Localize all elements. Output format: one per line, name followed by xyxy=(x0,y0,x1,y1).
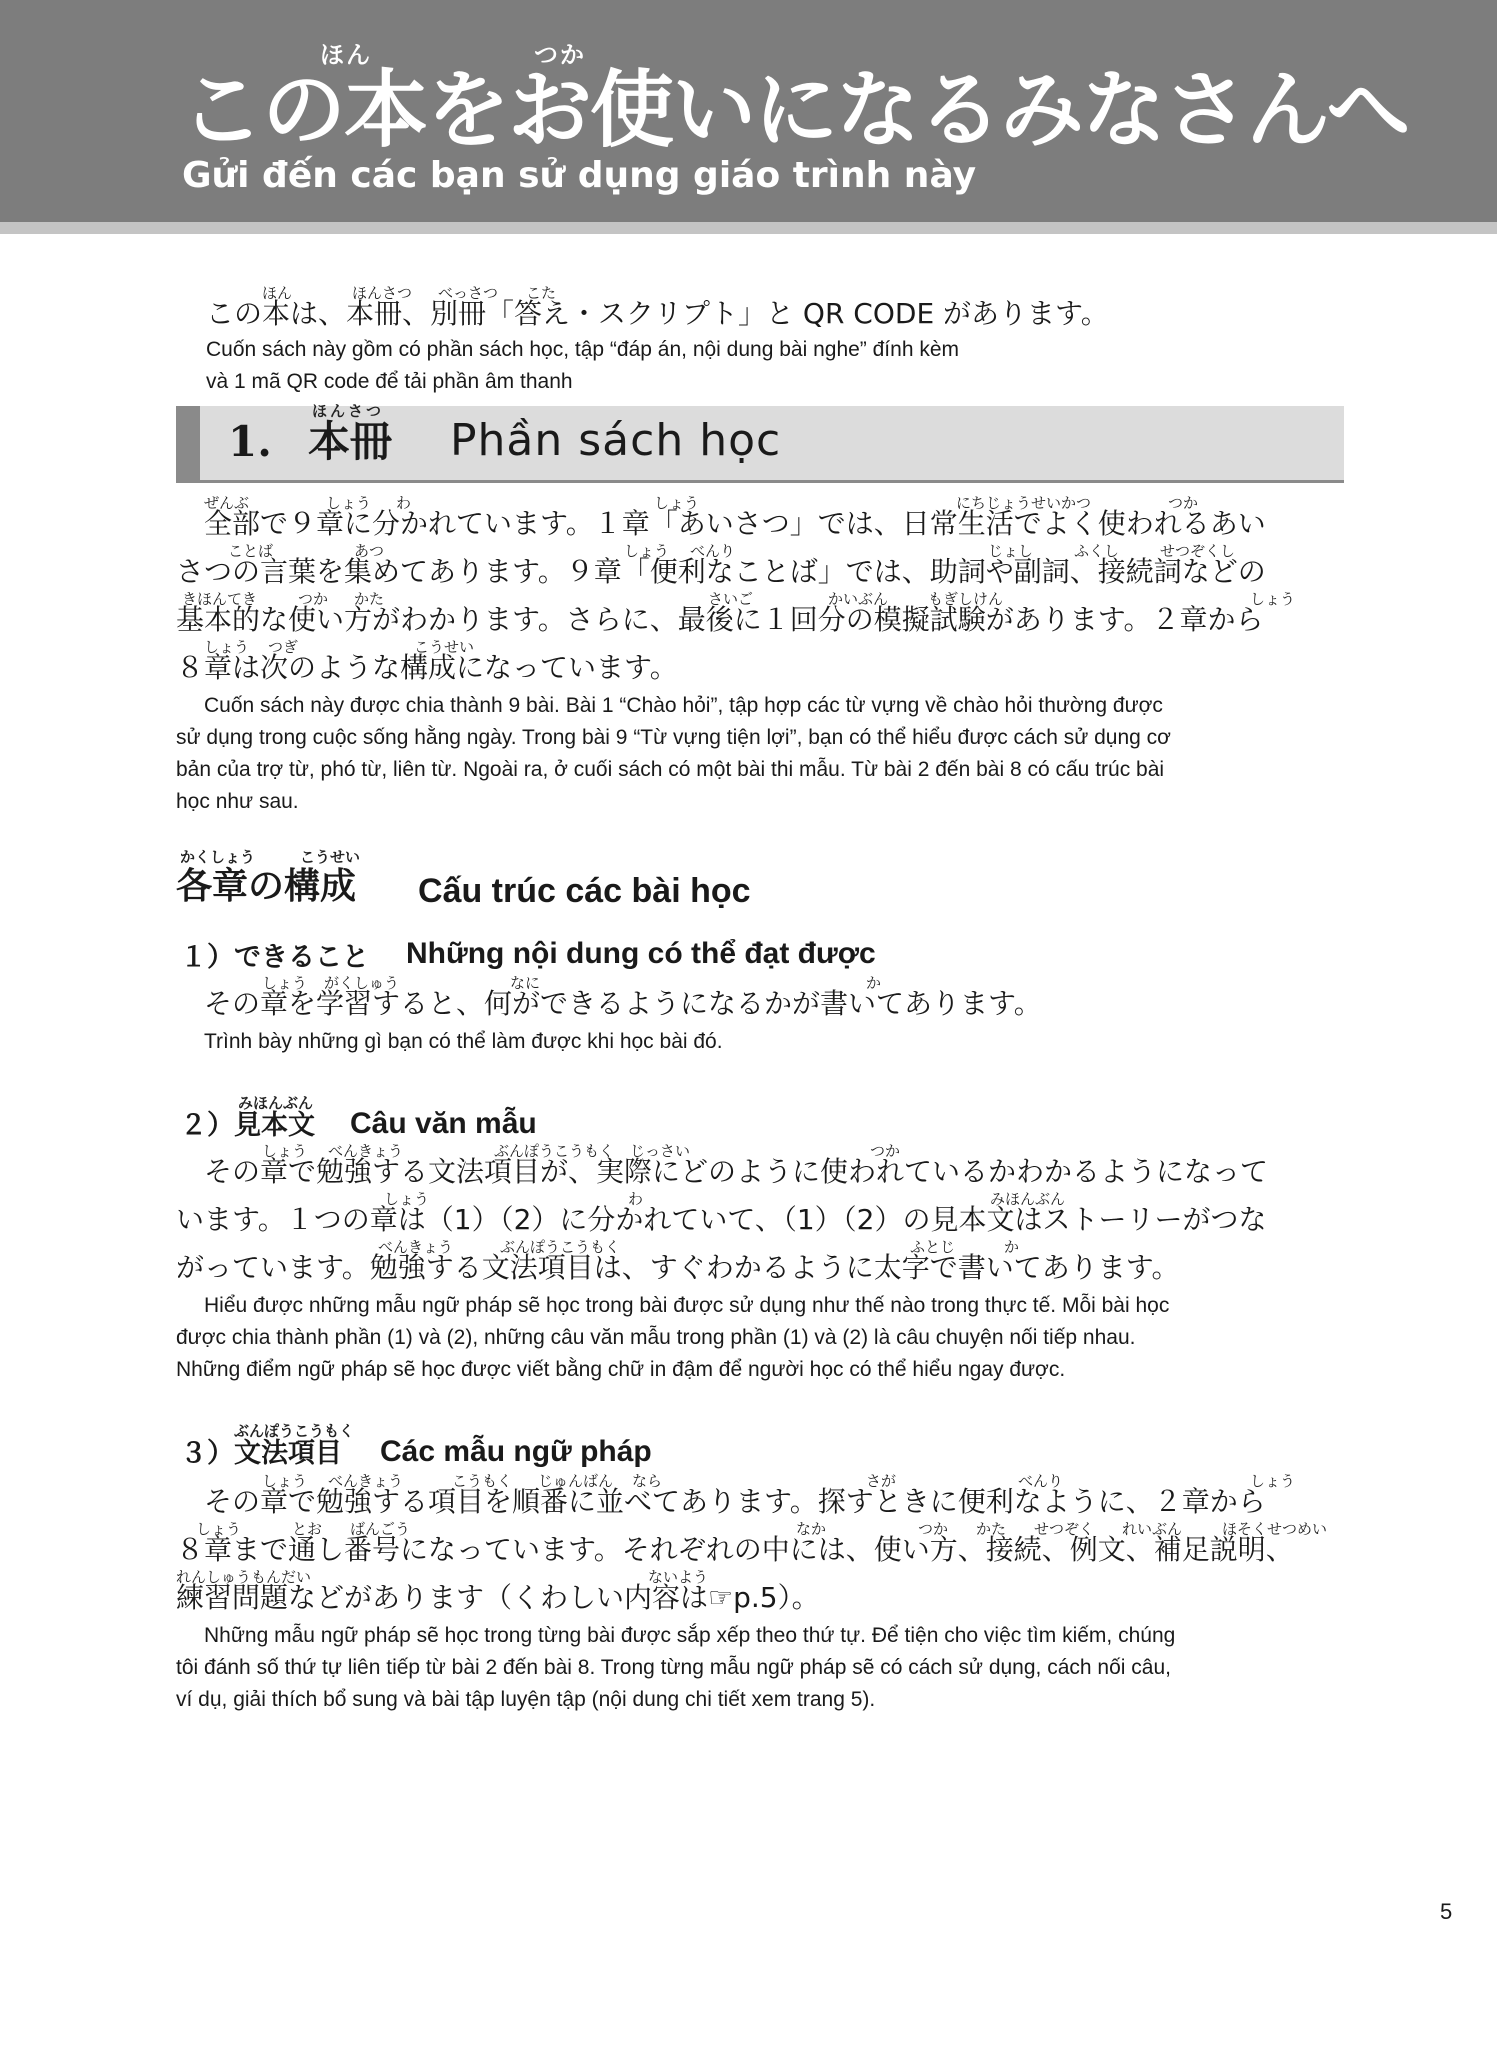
ruby: ほそくせつめい xyxy=(1222,1520,1328,1538)
ruby: かた xyxy=(354,590,385,608)
title-ruby-tsuka: つか xyxy=(534,41,586,69)
ruby: わ xyxy=(396,494,412,512)
item3-text-jp: その章で勉強する項目を順番に並べてあります。探すときに便利なように、２章から xyxy=(204,1485,1266,1518)
ruby: つか xyxy=(870,1142,901,1160)
item2-text-vn: Những điểm ngữ pháp sẽ học được viết bằng chữ in đậm để người học có thể hiểu ngay được. xyxy=(176,1358,1066,1381)
header-divider xyxy=(0,222,1497,234)
ruby: ことば xyxy=(228,542,274,560)
ruby: みほんぶん xyxy=(990,1190,1066,1208)
item3-text-jp: 練習問題などがあります（くわしい内容は☞p.5）。 xyxy=(176,1581,820,1614)
ruby: しょう xyxy=(262,1142,308,1160)
section1-text-vn: Cuốn sách này được chia thành 9 bài. Bài 1 “Chào hỏi”, tập hợp các từ vựng về chào hỏi thường được xyxy=(204,694,1163,717)
ruby: しょう xyxy=(204,638,250,656)
ruby: じっさい xyxy=(630,1142,691,1160)
ruby: かた xyxy=(976,1520,1007,1538)
item2-text-jp: がっています。勉強する文法項目は、すぐわかるように太字で書いてあります。 xyxy=(176,1251,1180,1284)
ruby: にちじょうせいかつ xyxy=(956,494,1092,512)
ruby: ぜんぶ xyxy=(204,494,250,512)
item2-text-vn: Hiểu được những mẫu ngữ pháp sẽ học trong bài được sử dụng như thế nào trong thực tế. Mỗi bài học xyxy=(204,1294,1170,1317)
ruby: とお xyxy=(292,1520,323,1538)
item3-text-vn: ví dụ, giải thích bổ sung và bài tập luyện tập (nội dung chi tiết xem trang 5). xyxy=(176,1688,876,1711)
intro-text-vn: Cuốn sách này gồm có phần sách học, tập “đáp án, nội dung bài nghe” đính kèm xyxy=(206,338,960,361)
ruby: しょう xyxy=(1250,1472,1296,1490)
item3-number: ３） xyxy=(180,1438,234,1469)
section1-title-jp: 本冊 xyxy=(308,417,393,466)
section1-text-jp: さつの言葉を集めてあります。９章「便利なことば」では、助詞や副詞、接続詞などの xyxy=(176,555,1266,588)
intro-ruby: べっさつ xyxy=(438,284,499,302)
item1-text-jp: その章を学習すると、何ができるようになるかが書いてあります。 xyxy=(204,987,1042,1020)
item2-text-jp: その章で勉強する文法項目が、実際にどのように使われているかわかるようになって xyxy=(204,1155,1269,1188)
ruby: しょう xyxy=(624,542,670,560)
ruby: がくしゅう xyxy=(324,974,400,992)
ruby: つか xyxy=(298,590,329,608)
ruby: しょう xyxy=(654,494,700,512)
ruby: なに xyxy=(510,974,541,992)
structure-ruby: こうせい xyxy=(300,848,361,866)
section1-text-vn: bản của trợ từ, phó từ, liên từ. Ngoài ra, ở cuối sách có một bài thi mẫu. Từ bài 2 đến bài 8 có cấu trúc bài xyxy=(176,758,1165,781)
ruby: こうもく xyxy=(452,1472,513,1490)
ruby: じゅんばん xyxy=(538,1472,614,1490)
item1-number: １） xyxy=(180,942,234,973)
ruby: しょう xyxy=(1250,590,1296,608)
ruby: もぎしけん xyxy=(928,590,1004,608)
ruby: ぶんぽうこうもく xyxy=(500,1238,621,1256)
ruby: しょう xyxy=(262,974,308,992)
ruby: わ xyxy=(628,1190,644,1208)
item3-text-vn: Những mẫu ngữ pháp sẽ học trong từng bài được sắp xếp theo thứ tự. Để tiện cho việc tìm kiếm, chúng xyxy=(204,1624,1176,1647)
section-heading-accent xyxy=(176,406,200,480)
ruby: せつぞく xyxy=(1034,1520,1095,1538)
title-ruby-hon: ほん xyxy=(320,41,372,69)
intro-ruby: ほんさつ xyxy=(352,284,413,302)
item1-text-vn: Trình bày những gì bạn có thể làm được khi học bài đó. xyxy=(204,1030,723,1053)
item2-text-vn: được chia thành phần (1) và (2), những câu văn mẫu trong phần (1) và (2) là câu chuyện nối tiếp nhau. xyxy=(176,1326,1136,1349)
item2-title-vn: Câu văn mẫu xyxy=(350,1107,537,1140)
ruby: ないよう xyxy=(648,1568,709,1586)
intro-text-jp: この本は、本冊、別冊「答え・スクリプト」と QR CODE があります。 xyxy=(206,297,1109,330)
item2-title-jp: 見本文 xyxy=(234,1110,315,1141)
ruby: じょし xyxy=(988,542,1034,560)
ruby: さが xyxy=(866,1472,897,1490)
item3-text-jp: ８章まで通し番号になっています。それぞれの中には、使い方、接続、例文、補足説明、 xyxy=(176,1533,1294,1566)
ruby: れんしゅうもんだい xyxy=(176,1568,312,1586)
ruby: しょう xyxy=(196,1520,242,1538)
ruby: こうせい xyxy=(414,638,475,656)
section1-title-vn: Phần sách học xyxy=(450,415,782,466)
ruby: あつ xyxy=(354,542,385,560)
ruby: つぎ xyxy=(268,638,299,656)
ruby: しょう xyxy=(384,1190,430,1208)
ruby: きほんてき xyxy=(182,590,258,608)
structure-title-vn: Cấu trúc các bài học xyxy=(418,872,751,910)
ruby: さいご xyxy=(708,590,754,608)
ruby: つか xyxy=(918,1520,949,1538)
ruby: べんり xyxy=(1018,1472,1064,1490)
section1-text-jp: 全部で９章に分かれています。１章「あいさつ」では、日常生活でよく使われるあい xyxy=(204,507,1266,540)
item1-title-jp: できること xyxy=(234,942,369,973)
ruby: れいぶん xyxy=(1122,1520,1183,1538)
section1-text-vn: sử dụng trong cuộc sống hằng ngày. Trong bài 9 “Từ vựng tiện lợi”, bạn có thể hiểu được cách sử dụng cơ xyxy=(176,726,1171,749)
item2-number: ２） xyxy=(180,1110,234,1141)
ruby: べんり xyxy=(690,542,736,560)
ruby: か xyxy=(866,974,882,992)
intro-text-vn: và 1 mã QR code để tải phần âm thanh xyxy=(206,370,573,393)
ruby: ふくし xyxy=(1074,542,1120,560)
ruby: ふとじ xyxy=(910,1238,956,1256)
intro-ruby: ほん xyxy=(262,284,293,302)
ruby: なら xyxy=(632,1472,663,1490)
section1-number: 1. xyxy=(228,417,272,466)
structure-ruby: かくしょう xyxy=(180,848,256,866)
intro-ruby: こた xyxy=(526,284,557,302)
section1-text-jp: ８章は次のような構成になっています。 xyxy=(176,651,678,684)
ruby: しょう xyxy=(326,494,372,512)
ruby: べんきょう xyxy=(328,1142,404,1160)
item3-ruby: ぶんぽうこうもく xyxy=(234,1422,355,1440)
item2-text-jp: います。１つの章は（1）（2）に分かれていて、（1）（2）の見本文はストーリーがつな xyxy=(176,1203,1267,1236)
item3-title-vn: Các mẫu ngữ pháp xyxy=(380,1435,652,1468)
section1-text-vn: học như sau. xyxy=(176,790,299,813)
item3-title-jp: 文法項目 xyxy=(234,1438,342,1469)
ruby: か xyxy=(1004,1238,1020,1256)
structure-title-jp: 各章の構成 xyxy=(176,866,357,907)
page-subtitle: Gửi đến các bạn sử dụng giáo trình này xyxy=(182,155,977,196)
ruby: つか xyxy=(1168,494,1199,512)
item2-ruby: みほんぶん xyxy=(238,1094,314,1112)
item1-title-vn: Những nội dung có thể đạt được xyxy=(406,937,876,970)
ruby: せつぞくし xyxy=(1160,542,1236,560)
ruby: べんきょう xyxy=(378,1238,454,1256)
page-number: 5 xyxy=(1440,1899,1453,1924)
ruby: べんきょう xyxy=(328,1472,404,1490)
ruby: しょう xyxy=(262,1472,308,1490)
ruby: ばんごう xyxy=(350,1520,411,1538)
section1-text-jp: 基本的な使い方がわかります。さらに、最後に１回分の模擬試験があります。２章から xyxy=(176,603,1264,636)
ruby: かいぶん xyxy=(828,590,889,608)
ruby: なか xyxy=(796,1520,827,1538)
page-title: この本をお使いになるみなさんへ xyxy=(180,61,1409,159)
section1-ruby: ほんさつ xyxy=(312,402,385,420)
item3-text-vn: tôi đánh số thứ tự liên tiếp từ bài 2 đến bài 8. Trong từng mẫu ngữ pháp sẽ có cách sử dụng, cách nối câu, xyxy=(176,1656,1171,1679)
ruby: ぶんぽうこうもく xyxy=(494,1142,615,1160)
